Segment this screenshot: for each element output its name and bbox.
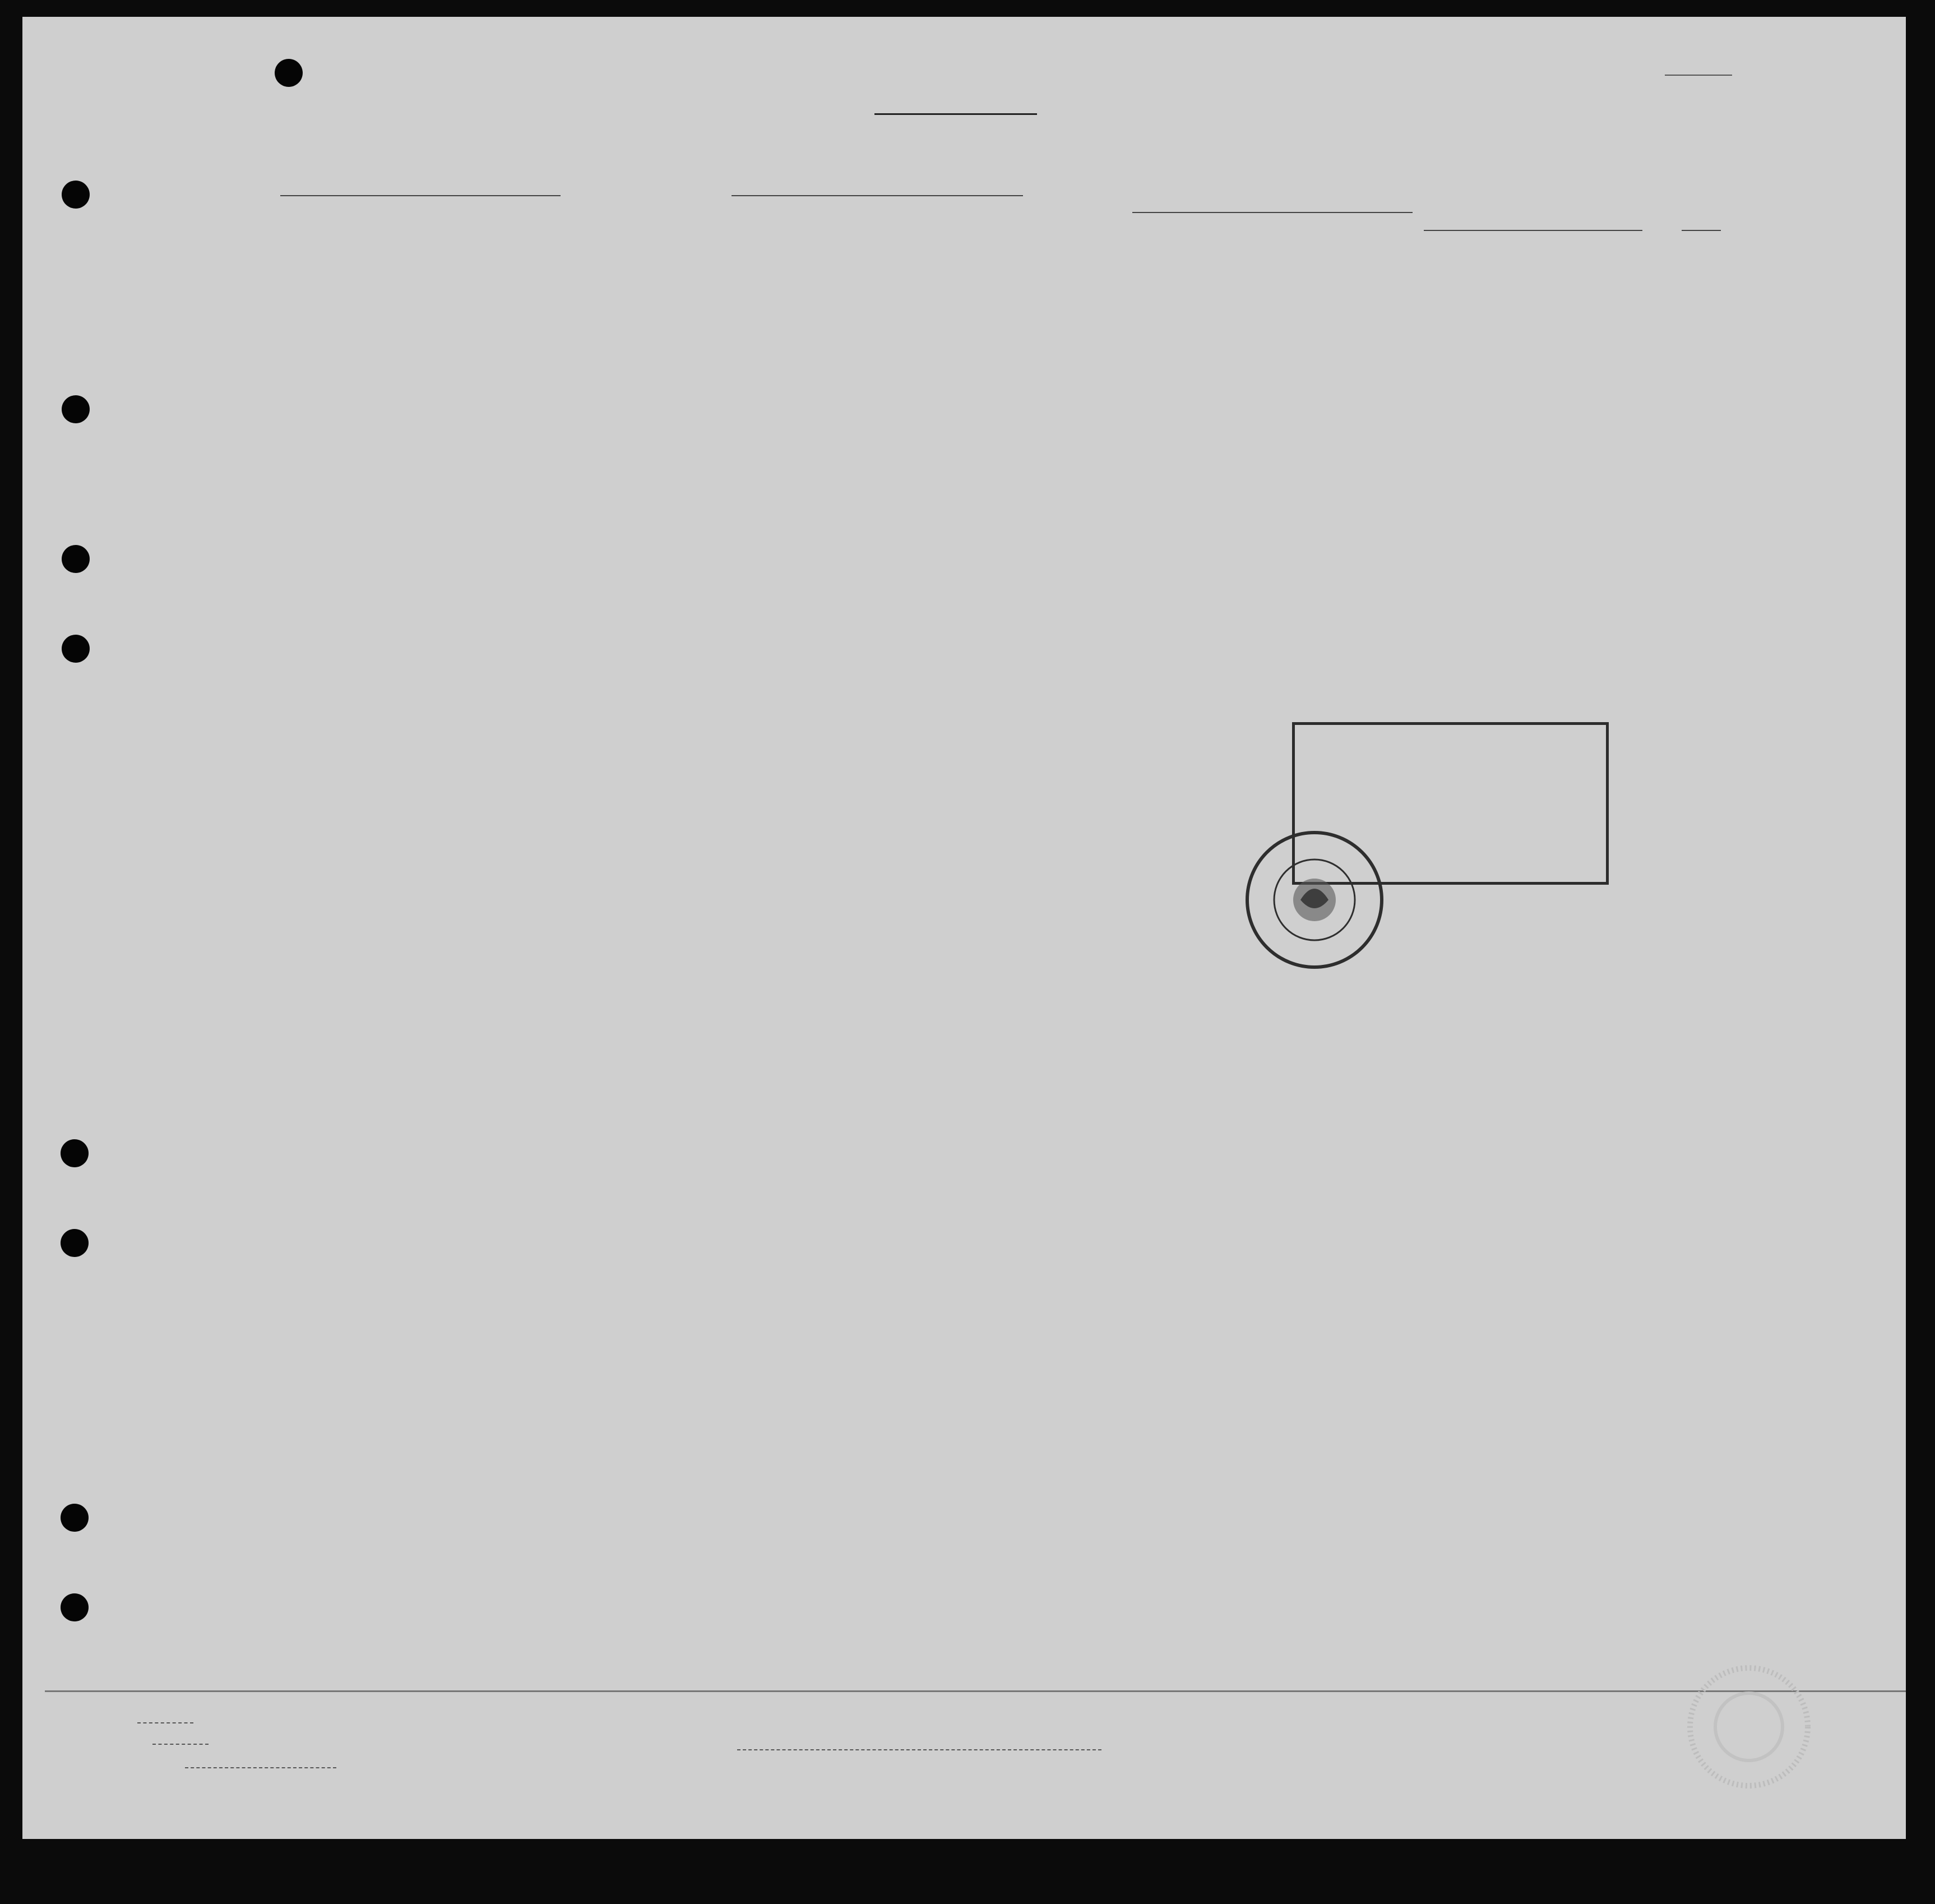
footer-agents-rule: [185, 1767, 336, 1768]
punch-hole: [61, 1229, 89, 1257]
punch-hole: [61, 1593, 89, 1621]
faint-embossed-seal: [1682, 1660, 1816, 1794]
footer-line-rule: [137, 1722, 193, 1723]
footer-owners-rule: [152, 1744, 209, 1745]
manifest-grid: [22, 17, 1906, 1839]
manifest-sheet: [22, 17, 1906, 1839]
consulate-seal: [1239, 824, 1390, 976]
punch-hole: [61, 1504, 89, 1532]
punch-hole: [62, 181, 90, 209]
punch-hole: [62, 635, 90, 663]
punch-hole: [275, 59, 303, 87]
punch-hole: [62, 545, 90, 573]
punch-hole: [61, 1139, 89, 1167]
inspector-rule: [737, 1749, 1101, 1750]
punch-hole: [62, 395, 90, 423]
footer-rule: [45, 1690, 1906, 1692]
